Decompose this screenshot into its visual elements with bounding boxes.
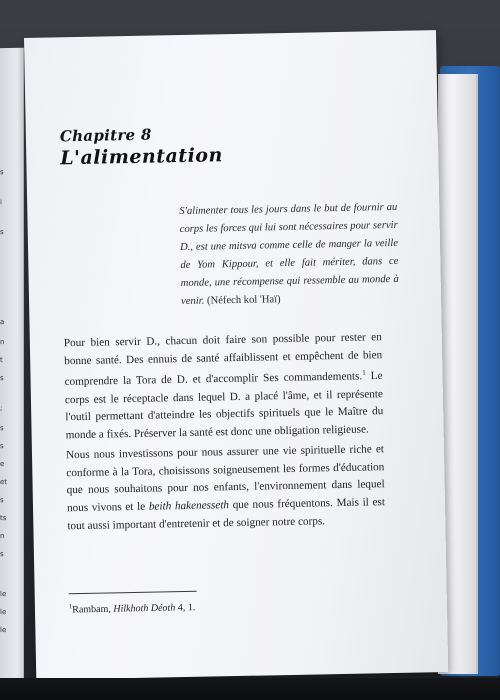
left-page-fragment: t: [0, 356, 3, 365]
left-page-fragment: s: [0, 496, 4, 505]
left-page-fragment: s: [0, 424, 4, 433]
paragraph-2: [66, 441, 386, 535]
page-content: [59, 121, 399, 616]
left-page-fragment: ts: [0, 514, 7, 523]
left-page-fragment: s: [0, 228, 4, 237]
left-page-fragment: n: [0, 338, 5, 347]
paragraph-1-text-a: Pour bien servir D., chacun doit faire son possible pour rester en bonne santé. Des ennuis de santé affaiblissent et empêchent de bien comprendre la Tora de D. et d'accomplir Ses commandements.: [63, 331, 383, 389]
epigraph-text: S'alimenter tous les jours dans le but de fournir au corps les forces qui lui sont nécessaires pour servir D., est une mitsva comme celle de manger la veille de Yom Kippour, et elle fait mériter, dans ce monde, une récompense qui ressemble au monde à venir.: [179, 201, 399, 308]
body-text: [64, 329, 386, 535]
left-page-fragment: i: [0, 198, 2, 207]
paragraph-2-italic-term: beith hakenesseth: [148, 499, 230, 513]
chapter-number: Chapitre 8: [59, 125, 152, 146]
left-page-fragment: s: [0, 442, 4, 451]
footnote-number: 1: [68, 603, 73, 611]
chapter-title: L'alimentation: [60, 144, 223, 170]
left-page-fragment: ;: [0, 404, 3, 413]
desk-surface: [0, 678, 500, 700]
left-page-fragment: le: [0, 608, 7, 617]
footnote-divider: [69, 591, 197, 594]
paragraph-1-text-b: Le corps est le réceptacle dans lequel D. a placé l'âme, et il représente l'outil permettant d'atteindre les objectifs spirituels que le Maître du monde a fixés. Préserver la santé est donc une obligation religieuse.: [64, 370, 384, 441]
epigraph: [179, 199, 399, 311]
footnote: [69, 597, 387, 615]
left-page-fragment: n: [0, 532, 5, 541]
footnote-marker: 1: [362, 368, 366, 377]
left-page-fragment: le: [0, 590, 7, 599]
paragraph-2-text-b: que nous fréquentons. Mais il est tout aussi important d'entretenir et de soigner notre corps.: [67, 496, 386, 532]
left-page-fragment: s: [0, 168, 4, 177]
left-page-fragment: a: [0, 318, 5, 327]
left-page-fragment: et: [0, 478, 8, 487]
left-page-fragment: e: [0, 460, 5, 469]
left-page-fragment: s: [0, 374, 4, 383]
epigraph-source: (Néfech kol 'Haï): [206, 294, 281, 307]
left-page-fragment: s: [0, 550, 4, 559]
paragraph-1: [64, 329, 384, 444]
left-page-fragment: le: [0, 626, 7, 635]
paragraph-2-text-a: Nous nous investissons pour nous assurer une vie spirituelle riche et conforme à la Tora, choisissons soigneusement les formes d'éducation que nous souhaitons pour nos enfants, l'environnement dans lequel nous vivons et le: [65, 443, 385, 515]
book-page: [24, 30, 448, 680]
footnote-ref: 4, 1.: [175, 602, 196, 614]
footnote-author: Rambam,: [72, 603, 114, 616]
footnote-work: Hilkhoth Déoth: [113, 602, 176, 615]
left-page: [0, 48, 24, 694]
